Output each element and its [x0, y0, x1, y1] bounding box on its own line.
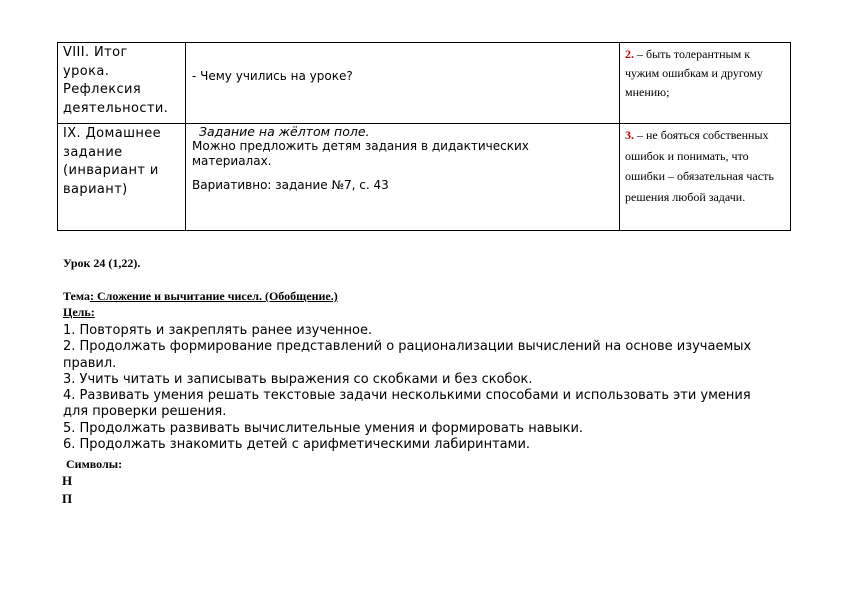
- goal-item: 4. Развивать умения решать текстовые задачи несколькими способами и использовать эти умения для проверки решения.: [63, 388, 751, 420]
- stage-line: Рефлексия: [63, 82, 142, 97]
- stage-line: VIII. Итог: [63, 45, 128, 60]
- goal-label: Цель:: [63, 305, 95, 319]
- stage-cell: [58, 124, 186, 231]
- symbol-item: П: [62, 491, 73, 506]
- content-cell: [186, 43, 620, 124]
- note-text: [620, 124, 790, 207]
- lesson-plan-table: [57, 42, 791, 231]
- task-title: Задание на жёлтом поле.: [199, 124, 370, 140]
- note-body: – быть толерантным к чужим ошибкам и другому мнению;: [625, 47, 763, 99]
- content-text: Можно предложить детям задания в дидактических материалах.: [192, 139, 529, 169]
- content-cell: [186, 124, 620, 231]
- content-text: - Чему учились на уроке?: [192, 69, 353, 83]
- lesson-title: Урок 24 (1,22).: [63, 256, 141, 270]
- goal-item: 3. Учить читать и записывать выражения со скобками и без скобок.: [63, 371, 533, 387]
- symbols-label: Символы:: [66, 457, 123, 471]
- topic-text: : Сложение и вычитание чисел. (Обобщение.): [89, 289, 338, 303]
- note-text: [620, 43, 790, 102]
- note-number: 2.: [625, 47, 634, 61]
- note-body: – не бояться собственных ошибок и понимать, что ошибки – обязательная часть решения любой задачи.: [625, 128, 774, 204]
- stage-line: вариант): [63, 181, 128, 197]
- note-cell: [620, 124, 791, 231]
- stage-line: деятельности.: [63, 100, 169, 116]
- stage-line: IX. Домашнее: [63, 126, 162, 142]
- table-row: [58, 43, 791, 124]
- content-text: Вариативно: задание №7, с. 43: [192, 178, 389, 193]
- goal-item: 6. Продолжать знакомить детей с арифметическими лабиринтами.: [63, 437, 531, 453]
- symbol-item: Н: [62, 473, 73, 488]
- goal-item: 5. Продолжать развивать вычислительные умения и формировать навыки.: [63, 420, 584, 436]
- stage-line: урока.: [63, 63, 110, 79]
- note-number: 3.: [625, 128, 634, 143]
- topic-line: [63, 289, 338, 304]
- goal-item: 2. Продолжать формирование представлений о рационализации вычислений на основе изучаемых правил.: [63, 339, 752, 371]
- topic-label: Тема: [63, 289, 90, 303]
- goals-list: [63, 323, 763, 453]
- stage-line: задание: [63, 144, 123, 160]
- note-cell: [620, 43, 791, 124]
- stage-cell: [58, 43, 186, 124]
- table-row: [58, 124, 791, 231]
- stage-line: (инвариант и: [63, 163, 159, 179]
- goal-item: 1. Повторять и закреплять ранее изученное.: [63, 323, 373, 338]
